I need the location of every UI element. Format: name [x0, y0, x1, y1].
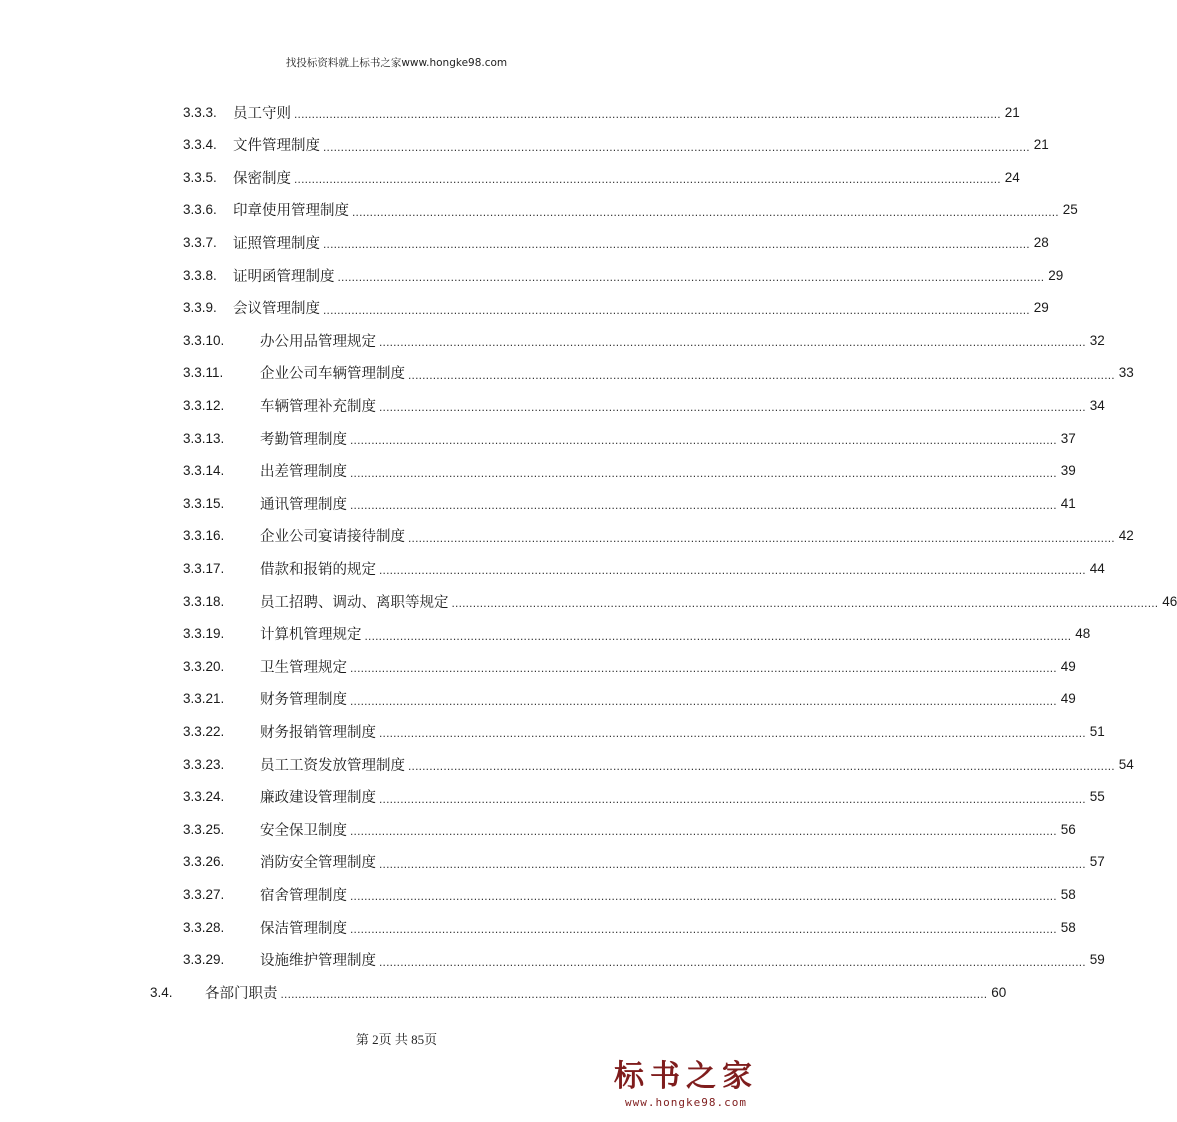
toc-entry-page: 56: [1060, 821, 1076, 837]
toc-entry-number: 3.3.8.: [183, 267, 217, 283]
toc-entry-page: 24: [1004, 169, 1020, 185]
toc-entry-number: 3.3.24.: [183, 789, 225, 805]
toc-entry[interactable]: [183, 618, 1091, 650]
toc-entry-number: 3.3.26.: [183, 854, 225, 870]
toc-leader-dots: ........................................................................................................................................................................................................: [350, 661, 1057, 676]
toc-leader-dots: ........................................................................................................................................................................................................: [323, 302, 1030, 317]
toc-entry-page: 58: [1060, 886, 1076, 902]
toc-entry-number: 3.3.22.: [183, 723, 225, 739]
toc-entry-number: 3.3.16.: [183, 528, 225, 544]
toc-entry-number: 3.3.18.: [183, 593, 225, 609]
toc-entry-page: 37: [1060, 430, 1076, 446]
toc-entry-title: 员工工资发放管理制度: [260, 757, 405, 774]
toc-entry-number: 3.3.11.: [183, 365, 224, 381]
toc-leader-dots: ........................................................................................................................................................................................................: [408, 367, 1115, 382]
toc-entry[interactable]: [183, 455, 1076, 487]
toc-entry-number: 3.3.7.: [183, 234, 217, 250]
toc-leader-dots: ........................................................................................................................................................................................................: [350, 889, 1057, 904]
toc-entry-number: 3.3.3.: [183, 104, 217, 120]
toc-entry-title: 宿舍管理制度: [260, 887, 347, 904]
toc-entry-page: 55: [1089, 789, 1105, 805]
toc-entry-title: 印章使用管理制度: [233, 203, 349, 220]
toc-entry[interactable]: [183, 715, 1105, 747]
toc-entry[interactable]: [183, 226, 1049, 258]
toc-entry-number: 3.3.14.: [183, 463, 225, 479]
toc-entry-title: 办公用品管理规定: [260, 333, 376, 350]
toc-entry[interactable]: [183, 161, 1020, 193]
toc-entry-number: 3.3.20.: [183, 658, 225, 674]
toc-leader-dots: ........................................................................................................................................................................................................: [451, 596, 1159, 610]
toc-entry-number: 3.3.13.: [183, 430, 225, 446]
toc-entry[interactable]: [183, 683, 1076, 715]
toc-leader-dots: ........................................................................................................................................................................................................: [408, 530, 1115, 545]
toc-leader-dots: ........................................................................................................................................................................................................: [379, 335, 1086, 350]
toc-entry[interactable]: [183, 487, 1076, 519]
toc-entry-title: 消防安全管理制度: [260, 855, 376, 872]
toc-entry-title: 出差管理制度: [260, 464, 347, 481]
toc-leader-dots: ........................................................................................................................................................................................................: [294, 172, 1001, 187]
watermark-logo: [601, 1060, 771, 1109]
toc-leader-dots: ........................................................................................................................................................................................................: [280, 987, 988, 1002]
toc-entry-page: 32: [1089, 332, 1105, 348]
toc-entry-title: 员工守则: [233, 105, 291, 122]
toc-entry-page: 59: [1089, 952, 1105, 968]
page-footer: 第 2页 共 85页: [355, 1032, 438, 1047]
toc-entry[interactable]: [183, 813, 1076, 845]
toc-entry[interactable]: [183, 520, 1134, 552]
toc-entry-title: 文件管理制度: [233, 138, 320, 155]
toc-entry[interactable]: [183, 194, 1078, 226]
toc-entry-page: 58: [1060, 919, 1076, 935]
toc-entry-title: 通讯管理制度: [260, 496, 347, 513]
toc-entry-title: 证照管理制度: [233, 235, 320, 252]
toc-entry-page: 33: [1118, 365, 1134, 381]
toc-entry[interactable]: [150, 976, 1007, 1008]
toc-entry[interactable]: [183, 878, 1076, 910]
toc-entry-number: 3.3.19.: [183, 626, 225, 642]
toc-entry-number: 3.3.28.: [183, 919, 225, 935]
toc-entry[interactable]: [183, 846, 1105, 878]
toc-entry-number: 3.3.6.: [183, 202, 217, 218]
toc-leader-dots: ........................................................................................................................................................................................................: [350, 498, 1057, 513]
toc-entry-number: 3.3.12.: [183, 397, 225, 413]
toc-entry-number: 3.3.17.: [183, 560, 225, 576]
toc-entry-page: 21: [1004, 104, 1020, 120]
toc-entry[interactable]: [183, 944, 1105, 976]
toc-entry[interactable]: [183, 748, 1134, 780]
toc-entry-page: 34: [1089, 397, 1105, 413]
toc-entry-title: 保密制度: [233, 170, 291, 187]
toc-entry-page: 57: [1089, 854, 1105, 870]
toc-entry-page: 28: [1033, 234, 1049, 250]
toc-leader-dots: ........................................................................................................................................................................................................: [350, 433, 1057, 447]
toc-entry[interactable]: [183, 422, 1076, 454]
toc-entry-title: 设施维护管理制度: [260, 953, 376, 970]
toc-entry-title: 计算机管理规定: [260, 627, 362, 644]
toc-entry-page: 29: [1033, 300, 1049, 316]
page-header: 找投标资料就上标书之家www.hongke98.com: [285, 57, 508, 69]
toc-entry-number: 3.3.9.: [183, 300, 217, 316]
toc-entry-title: 财务管理制度: [260, 692, 347, 709]
toc-entry[interactable]: [183, 552, 1105, 584]
toc-leader-dots: ........................................................................................................................................................................................................: [350, 922, 1057, 936]
toc-entry[interactable]: [183, 259, 1064, 291]
toc-entry-title: 廉政建设管理制度: [260, 790, 376, 807]
toc-entry[interactable]: [183, 911, 1076, 943]
toc-leader-dots: ........................................................................................................................................................................................................: [379, 400, 1086, 415]
toc-entry-title: 会议管理制度: [233, 301, 320, 318]
toc-entry-number: 3.3.10.: [183, 332, 225, 348]
toc-entry-number: 3.3.4.: [183, 137, 217, 153]
toc-entry[interactable]: [183, 129, 1049, 161]
toc-entry-number: 3.4.: [150, 984, 173, 1000]
toc-leader-dots: ........................................................................................................................................................................................................: [379, 954, 1086, 969]
toc-entry-title: 各部门职责: [205, 985, 278, 1002]
toc-entry-page: 42: [1118, 528, 1134, 544]
toc-entry-title: 员工招聘、调动、离职等规定: [260, 594, 449, 611]
toc-leader-dots: ........................................................................................................................................................................................................: [352, 204, 1059, 219]
toc-leader-dots: ........................................................................................................................................................................................................: [294, 107, 1001, 121]
toc-entry[interactable]: [183, 357, 1134, 389]
toc-entry-number: 3.3.27.: [183, 886, 225, 902]
toc-leader-dots: ........................................................................................................................................................................................................: [337, 270, 1045, 284]
toc-entry-number: 3.3.21.: [183, 691, 225, 707]
toc-entry-page: 60: [991, 984, 1007, 1000]
toc-entry-number: 3.3.29.: [183, 952, 225, 968]
toc-entry[interactable]: [183, 781, 1105, 813]
watermark-url: www.hongke98.com: [625, 1096, 747, 1109]
toc-leader-dots: ........................................................................................................................................................................................................: [350, 824, 1057, 839]
toc-entry-title: 企业公司车辆管理制度: [260, 366, 405, 383]
toc-entry-page: 49: [1060, 691, 1076, 707]
toc-leader-dots: ........................................................................................................................................................................................................: [379, 791, 1086, 806]
toc-entry-page: 29: [1048, 267, 1064, 283]
toc-entry-title: 证明函管理制度: [233, 268, 335, 285]
toc-entry-page: 21: [1033, 137, 1049, 153]
toc-entry-title: 借款和报销的规定: [260, 561, 376, 578]
toc-entry-number: 3.3.5.: [183, 169, 217, 185]
toc-entry[interactable]: [183, 650, 1076, 682]
toc-entry-page: 39: [1060, 463, 1076, 479]
toc-entry-title: 卫生管理规定: [260, 659, 347, 676]
toc-leader-dots: ........................................................................................................................................................................................................: [323, 237, 1030, 252]
toc-entry-page: 46: [1162, 593, 1177, 609]
toc-entry-title: 考勤管理制度: [260, 431, 347, 448]
toc-entry-page: 54: [1118, 756, 1134, 772]
toc-entry[interactable]: [183, 324, 1105, 356]
toc-leader-dots: ........................................................................................................................................................................................................: [350, 465, 1057, 480]
toc-entry-title: 财务报销管理制度: [260, 724, 376, 741]
toc-entry-title: 安全保卫制度: [260, 822, 347, 839]
toc-entry-title: 保洁管理制度: [260, 920, 347, 937]
toc-entry-number: 3.3.23.: [183, 756, 225, 772]
toc-entry[interactable]: [183, 389, 1105, 421]
toc-entry[interactable]: [183, 585, 1177, 617]
toc-leader-dots: ........................................................................................................................................................................................................: [364, 628, 1072, 643]
toc-leader-dots: ........................................................................................................................................................................................................: [408, 759, 1115, 773]
toc-entry-title: 企业公司宴请接待制度: [260, 529, 405, 546]
toc-leader-dots: ........................................................................................................................................................................................................: [379, 726, 1086, 741]
toc-entry-number: 3.3.25.: [183, 821, 225, 837]
toc-entry[interactable]: [183, 96, 1020, 128]
toc-entry-page: 25: [1062, 202, 1078, 218]
toc-entry-page: 49: [1060, 658, 1076, 674]
toc-entry-page: 44: [1089, 560, 1105, 576]
toc-leader-dots: ........................................................................................................................................................................................................: [323, 139, 1030, 154]
watermark-logo-text: 标书之家: [614, 1059, 758, 1094]
toc-entry-page: 48: [1075, 626, 1091, 642]
toc-entry[interactable]: [183, 292, 1049, 324]
toc-entry-page: 41: [1060, 495, 1076, 511]
toc-leader-dots: ........................................................................................................................................................................................................: [350, 693, 1057, 708]
toc-entry-number: 3.3.15.: [183, 495, 225, 511]
toc-leader-dots: ........................................................................................................................................................................................................: [379, 856, 1086, 871]
toc-leader-dots: ........................................................................................................................................................................................................: [379, 563, 1086, 578]
toc-entry-page: 51: [1089, 723, 1105, 739]
toc-entry-title: 车辆管理补充制度: [260, 398, 376, 415]
